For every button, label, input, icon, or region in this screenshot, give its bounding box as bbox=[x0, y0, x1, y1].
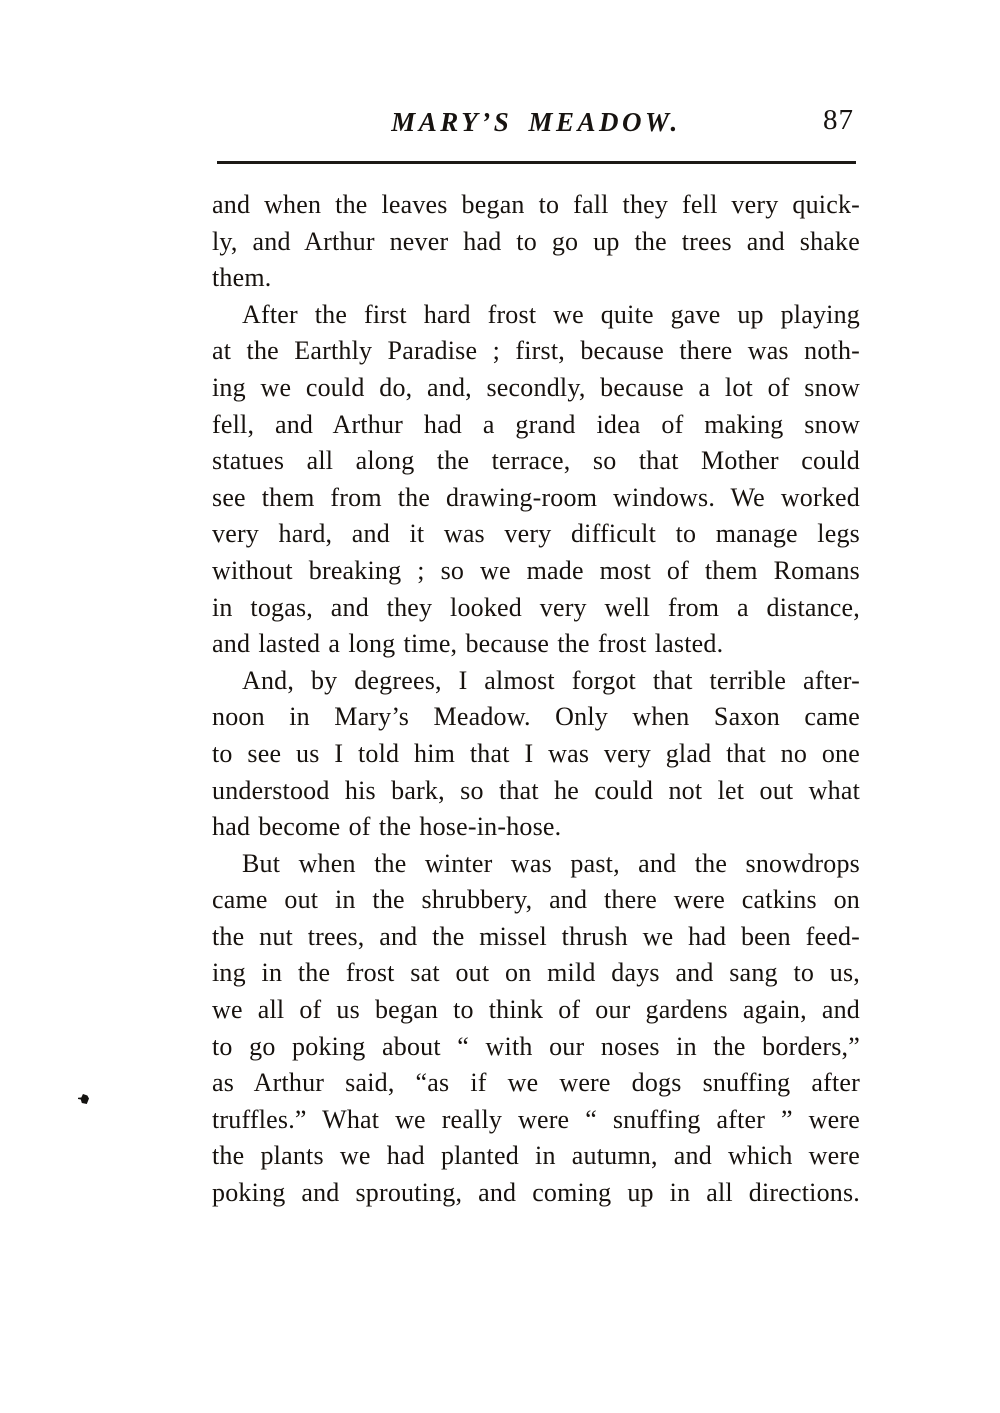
text-line: came out in the shrubbery, and there were catkins on bbox=[212, 885, 860, 915]
text-line: very hard, and it was very difficult to manage legs bbox=[212, 519, 860, 549]
text-line: in togas, and they looked very well from a distance, bbox=[212, 592, 860, 622]
text-line: see them from the drawing-room windows. We worked bbox=[212, 482, 860, 512]
page-header bbox=[212, 105, 860, 139]
text-line: as Arthur said, “as if we were dogs snuffing after bbox=[212, 1068, 860, 1098]
text-line: poking and sprouting, and coming up in all directions. bbox=[212, 1178, 860, 1208]
header-rule bbox=[217, 161, 856, 164]
text-line: ly, and Arthur never had to go up the trees and shake bbox=[212, 226, 860, 256]
text-line: And, by degrees, I almost forgot that terrible after- bbox=[242, 665, 860, 695]
paragraph bbox=[212, 187, 860, 297]
text-line: had become of the hose-in-hose. bbox=[212, 812, 562, 842]
text-line: ing we could do, and, secondly, because a lot of snow bbox=[212, 372, 860, 402]
running-title: MARY’S MEADOW. bbox=[391, 107, 681, 137]
text-line: truffles.” What we really were “ snuffing after ” were bbox=[212, 1104, 860, 1134]
paragraph bbox=[212, 297, 860, 663]
text-line: without breaking ; so we made most of them Romans bbox=[212, 555, 860, 585]
text-line: understood his bark, so that he could not let out what bbox=[212, 775, 860, 805]
text-line: the plants we had planted in autumn, and which were bbox=[212, 1141, 860, 1171]
page-number: 87 bbox=[823, 104, 854, 136]
paragraph bbox=[212, 663, 860, 846]
text-line: to see us I told him that I was very glad that no one bbox=[212, 738, 860, 768]
text-line: ing in the frost sat out on mild days and sang to us, bbox=[212, 958, 860, 988]
text-line: After the first hard frost we quite gave up playing bbox=[242, 299, 860, 329]
text-line: at the Earthly Paradise ; first, because there was noth- bbox=[212, 336, 860, 366]
ink-speck bbox=[78, 1094, 89, 1104]
text-line: and when the leaves began to fall they fell very quick- bbox=[212, 190, 860, 219]
text-line: we all of us began to think of our gardens again, and bbox=[212, 995, 860, 1025]
text-line: them. bbox=[212, 263, 272, 293]
text-line: the nut trees, and the missel thrush we had been feed- bbox=[212, 921, 860, 951]
text-line: to go poking about “ with our noses in the borders,” bbox=[212, 1031, 860, 1061]
text-line: statues all along the terrace, so that Mother could bbox=[212, 446, 860, 476]
body-text bbox=[212, 187, 860, 1212]
text-line: But when the winter was past, and the snowdrops bbox=[242, 848, 860, 878]
paragraph bbox=[212, 846, 860, 1212]
text-line: and lasted a long time, because the frost lasted. bbox=[212, 629, 724, 659]
text-line: noon in Mary’s Meadow. Only when Saxon came bbox=[212, 702, 860, 732]
page-content bbox=[212, 0, 860, 1212]
text-line: fell, and Arthur had a grand idea of making snow bbox=[212, 409, 860, 439]
